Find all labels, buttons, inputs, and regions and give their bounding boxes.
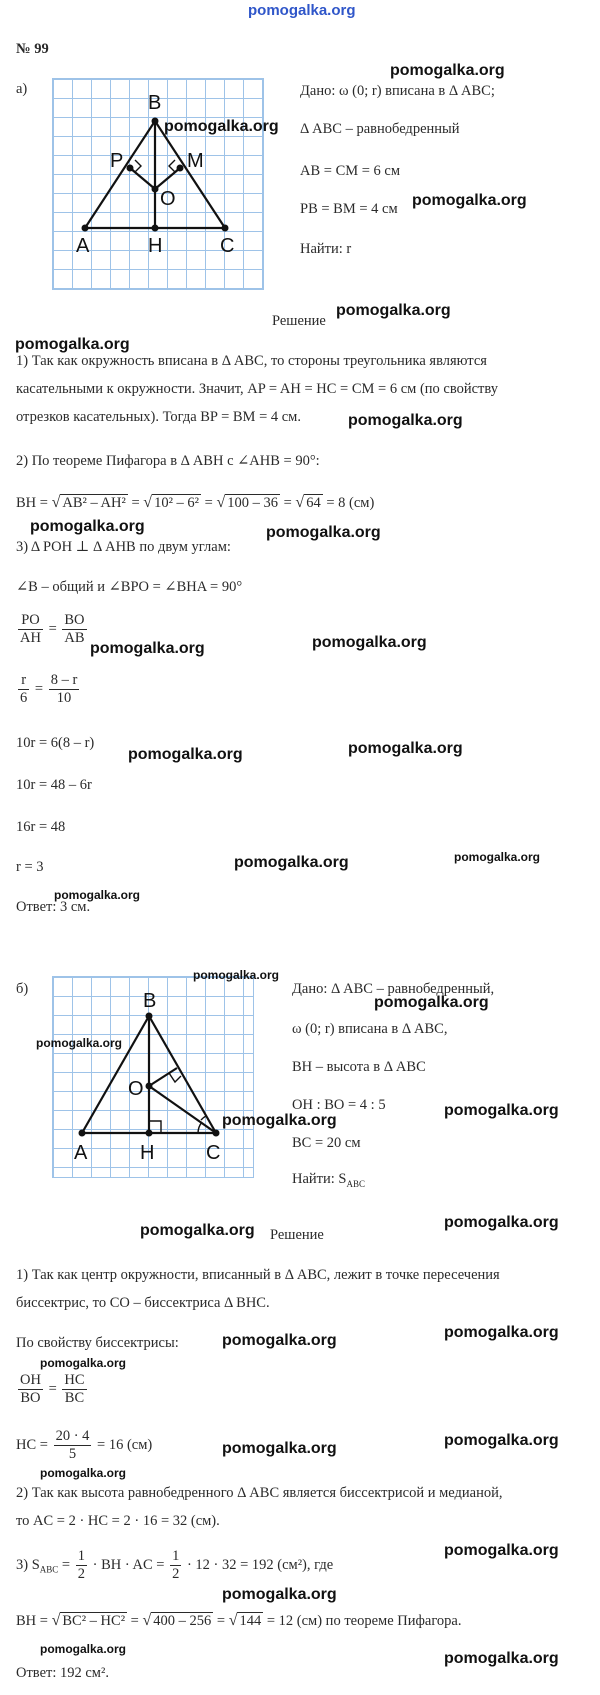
- label-point-b: B: [143, 990, 157, 1012]
- equals: =: [130, 1613, 139, 1629]
- ratio-b: [16, 1372, 89, 1407]
- frac-num: BO: [64, 612, 85, 628]
- side-ab: [82, 1016, 149, 1133]
- label-point-c: C: [220, 235, 235, 257]
- given-a-line2: Δ ABC – равнобедренный: [300, 121, 460, 137]
- watermark: pomogalka.org: [348, 740, 463, 757]
- radical-3: 100 – 36: [227, 495, 278, 511]
- point-c-dot: [213, 1130, 220, 1137]
- watermark-small: pomogalka.org: [193, 968, 280, 982]
- watermark: pomogalka.org: [444, 1650, 559, 1667]
- watermark-small: pomogalka.org: [40, 1356, 127, 1370]
- bh-formula-b: BH = √ BC² – HC² = √ 400 – 256 = √ 144 = 12 (см) по теореме Пифагора.: [16, 1612, 462, 1629]
- watermark: pomogalka.org: [312, 634, 427, 651]
- equals: =: [283, 495, 292, 511]
- given-a-line4: PB = BM = 4 см: [300, 201, 398, 217]
- watermark-small: pomogalka.org: [454, 850, 541, 864]
- label-point-h: H: [140, 1142, 155, 1164]
- watermark: pomogalka.org: [444, 1432, 559, 1449]
- watermark: pomogalka.org: [15, 336, 130, 353]
- ratio1-a: [16, 612, 89, 647]
- point-c-dot: [222, 225, 229, 232]
- watermark: pomogalka.org: [444, 1324, 559, 1341]
- equals: =: [204, 495, 213, 511]
- frac-den: 2: [172, 1566, 180, 1582]
- step1-a-line1: 1) Так как окружность вписана в Δ ABC, то стороны треугольника являются: [16, 353, 487, 369]
- hc-formula: [16, 1428, 152, 1463]
- watermark: pomogalka.org: [374, 994, 489, 1011]
- label-point-a: A: [76, 235, 90, 257]
- watermark: pomogalka.org: [140, 1222, 255, 1239]
- label-point-a: A: [74, 1142, 88, 1164]
- frac-num: 8 – r: [50, 672, 78, 688]
- point-b-dot: [146, 1013, 153, 1020]
- problem-number: № 99: [16, 41, 49, 57]
- frac-num: HC: [64, 1372, 85, 1388]
- watermark: pomogalka.org: [234, 854, 349, 871]
- point-p-dot: [127, 165, 134, 172]
- watermark: pomogalka.org: [164, 118, 279, 135]
- watermark: pomogalka.org: [348, 412, 463, 429]
- side-bc: [149, 1016, 216, 1133]
- watermark: pomogalka.org: [30, 518, 145, 535]
- bisector-co: [149, 1086, 216, 1133]
- hc-result: = 16 (см): [97, 1436, 153, 1453]
- radical-2: 10² – 6²: [154, 495, 200, 511]
- watermark: pomogalka.org: [336, 302, 451, 319]
- step2-b-line1: 2) Так как высота равнобедренного Δ ABC является биссектрисой и медианой,: [16, 1485, 503, 1501]
- angle-arc-c2: [201, 1116, 206, 1120]
- equation-a-2: 10r = 48 – 6r: [16, 777, 92, 793]
- bisector-property: По свойству биссектрисы:: [16, 1335, 179, 1351]
- find-sub: ABC: [346, 1178, 365, 1189]
- point-m-dot: [177, 165, 184, 172]
- equals: =: [48, 1380, 57, 1397]
- frac-den: 6: [20, 690, 28, 706]
- angles-a: ∠B – общий и ∠BPO = ∠BHA = 90°: [16, 579, 243, 595]
- radius-perp: [149, 1068, 177, 1086]
- given-b-line3: BH – высота в Δ ABC: [292, 1059, 426, 1075]
- frac-num: 1: [172, 1548, 180, 1564]
- label-point-o: O: [160, 188, 176, 210]
- frac-num: OH: [20, 1372, 41, 1388]
- step3-a: 3) Δ POH ⊥ Δ AHB по двум углам:: [16, 539, 231, 555]
- equals: =: [48, 620, 57, 637]
- side-ab: [85, 121, 155, 228]
- equals: =: [34, 680, 44, 697]
- watermark: pomogalka.org: [412, 192, 527, 209]
- frac-num: 20 · 4: [55, 1428, 90, 1444]
- equation-a-3: 16r = 48: [16, 819, 66, 835]
- label-point-m: M: [187, 150, 204, 172]
- find-text: Найти: S: [292, 1171, 347, 1187]
- side-bc: [155, 121, 225, 228]
- frac-den: BC: [64, 1390, 85, 1406]
- watermark: pomogalka.org: [222, 1586, 337, 1603]
- radical-1: BC² – HC²: [62, 1613, 126, 1629]
- watermark: pomogalka.org: [390, 62, 505, 79]
- radical-1: AB² – AH²: [62, 495, 126, 511]
- point-o-dot: [152, 186, 159, 193]
- point-o-dot: [146, 1083, 153, 1090]
- radical-3: 144: [239, 1613, 262, 1629]
- point-h-dot: [146, 1130, 153, 1137]
- bh-result: = 8 (см): [326, 495, 375, 511]
- given-b-line5: BC = 20 см: [292, 1135, 361, 1151]
- watermark-small: pomogalka.org: [36, 1036, 123, 1050]
- watermark: pomogalka.org: [128, 746, 243, 763]
- frac-den: 10: [56, 690, 72, 706]
- point-b-dot: [152, 118, 159, 125]
- frac-num: PO: [18, 612, 43, 630]
- radical-4: 64: [306, 495, 321, 511]
- watermark: pomogalka.org: [444, 1542, 559, 1559]
- watermark: pomogalka.org: [222, 1332, 337, 1349]
- label-point-o: O: [128, 1078, 144, 1100]
- given-b-line1: Дано: Δ ABC – равнобедренный,: [292, 981, 495, 997]
- step2-a: 2) По теореме Пифагора в Δ ABH с ∠AHB = 90°:: [16, 453, 320, 469]
- given-a-line3: AB = CM = 6 см: [300, 163, 401, 179]
- frac-num: r: [18, 672, 29, 690]
- label-point-p: P: [110, 150, 124, 172]
- equals: =: [61, 1556, 71, 1573]
- area-mid: · BH · AC =: [92, 1556, 165, 1573]
- point-a-dot: [82, 225, 89, 232]
- point-a-dot: [79, 1130, 86, 1137]
- watermark-small: pomogalka.org: [54, 888, 141, 902]
- label-point-c: C: [206, 1142, 221, 1164]
- given-b-line6: [292, 1170, 365, 1193]
- angle-arc-c: [198, 1122, 202, 1133]
- step3-b: [16, 1548, 333, 1583]
- bh-lhs: BH =: [16, 495, 48, 511]
- watermark: pomogalka.org: [266, 524, 381, 541]
- radical-2: 400 – 256: [153, 1613, 212, 1629]
- watermark: pomogalka.org: [222, 1440, 337, 1457]
- bh-lhs: BH =: [16, 1613, 48, 1629]
- part-b-label: б): [16, 981, 29, 997]
- frac-den: 5: [68, 1446, 77, 1462]
- step1-b-line2: биссектрис, то CO – биссектриса Δ BHC.: [16, 1295, 270, 1311]
- answer-a: Ответ: 3 см.: [16, 899, 91, 915]
- step1-a-line3: отрезков касательных). Тогда BP = BM = 4 см.: [16, 409, 301, 425]
- answer-b: Ответ: 192 см².: [16, 1665, 109, 1681]
- given-a-line5: Найти: r: [300, 241, 352, 257]
- frac-den: 2: [77, 1566, 85, 1582]
- right-angle-side: [169, 1073, 181, 1082]
- frac-den: BO: [20, 1390, 41, 1406]
- bh-result: = 12 (см) по теореме Пифагора.: [266, 1613, 462, 1629]
- hc-lhs: HC =: [16, 1436, 48, 1453]
- step1-a-line2: касательными к окружности. Значит, AP = AH = HC = CM = 6 см (по свойству: [16, 381, 498, 397]
- step1-b-line1: 1) Так как центр окружности, вписанный в Δ ABC, лежит в точке пересечения: [16, 1267, 500, 1283]
- solution-a-title: Решение: [272, 313, 326, 329]
- point-h-dot: [152, 225, 159, 232]
- step2-b-line2: то AC = 2 · HC = 2 · 16 = 32 (см).: [16, 1513, 220, 1529]
- equals: =: [216, 1613, 226, 1629]
- bh-formula-a: BH = √ AB² – AH² = √ 10² – 6² = √ 100 – 36 = √ 64 = 8 (см): [16, 494, 375, 511]
- site-header-watermark: pomogalka.org: [248, 2, 356, 19]
- watermark: pomogalka.org: [444, 1214, 559, 1231]
- watermark: pomogalka.org: [444, 1102, 559, 1119]
- given-b-line2: ω (0; r) вписана в Δ ABC,: [292, 1021, 448, 1037]
- label-point-b: B: [148, 92, 162, 114]
- frac-den: AB: [64, 630, 85, 646]
- area-post: · 12 · 32 = 192 (см²), где: [186, 1556, 334, 1573]
- given-b-line4: OH : BO = 4 : 5: [292, 1097, 386, 1113]
- watermark: pomogalka.org: [90, 640, 205, 657]
- frac-num: 1: [77, 1548, 85, 1564]
- given-a-line1: Дано: ω (0; r) вписана в Δ ABC;: [300, 83, 495, 99]
- frac-den: AH: [20, 630, 41, 646]
- part-a-label: а): [16, 81, 28, 97]
- equation-a-4: r = 3: [16, 859, 44, 875]
- equals: =: [131, 495, 140, 511]
- area-s: 3) S: [16, 1556, 40, 1573]
- equation-a-1: 10r = 6(8 – r): [16, 735, 95, 751]
- area-sub: ABC: [39, 1564, 59, 1575]
- solution-b-title: Решение: [270, 1227, 324, 1243]
- watermark-small: pomogalka.org: [40, 1466, 127, 1480]
- watermark-small: pomogalka.org: [40, 1642, 127, 1656]
- watermark: pomogalka.org: [222, 1112, 337, 1129]
- label-point-h: H: [148, 235, 163, 257]
- ratio2-a: [16, 672, 81, 707]
